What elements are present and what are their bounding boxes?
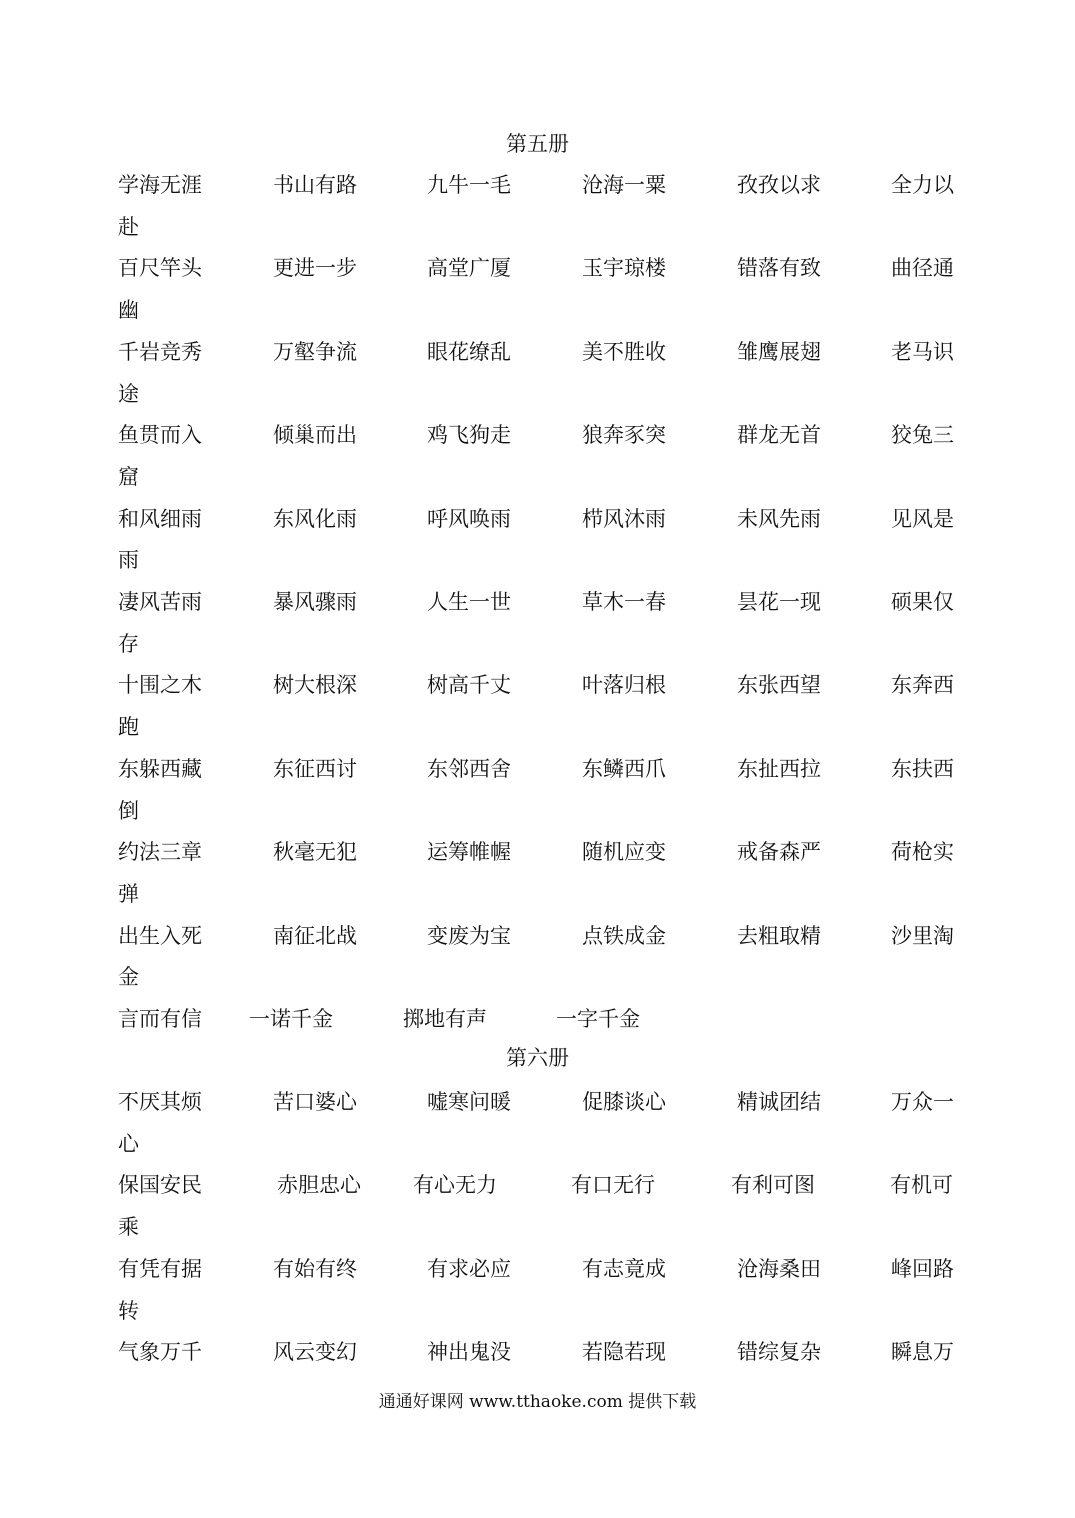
idiom-row (0, 754, 1075, 784)
idiom-cell: 栉风沐雨 (582, 507, 666, 531)
idiom-cell: 硕果仅 (891, 590, 954, 614)
idiom-cell: 未风先雨 (737, 507, 821, 531)
idiom-row (0, 1170, 1075, 1200)
idiom-cell: 东风化雨 (273, 507, 357, 531)
idiom-row (0, 337, 1075, 367)
section5-heading: 第五册 (506, 132, 569, 156)
idiom-cell: 老马识 (891, 340, 954, 364)
idiom-cell: 瞬息万 (891, 1340, 954, 1364)
idiom-cell: 嘘寒问暖 (427, 1090, 511, 1114)
idiom-cell: 途 (118, 382, 139, 406)
idiom-cell: 呼风唤雨 (427, 507, 511, 531)
idiom-cell: 弹 (118, 882, 139, 906)
idiom-row (0, 712, 1075, 742)
idiom-row (0, 504, 1075, 534)
idiom-cell: 出生入死 (118, 924, 202, 948)
idiom-cell: 有求必应 (427, 1257, 511, 1281)
idiom-cell: 东邻西舍 (427, 757, 511, 781)
idiom-row (0, 462, 1075, 492)
idiom-cell: 点铁成金 (582, 924, 666, 948)
idiom-row (0, 962, 1075, 992)
idiom-row (0, 1254, 1075, 1284)
idiom-cell: 峰回路 (891, 1257, 954, 1281)
idiom-row (0, 837, 1075, 867)
idiom-cell: 东鳞西爪 (582, 757, 666, 781)
idiom-cell: 赤胆忠心 (277, 1173, 361, 1197)
idiom-cell: 南征北战 (273, 924, 357, 948)
idiom-cell: 神出鬼没 (427, 1340, 511, 1364)
idiom-row (0, 420, 1075, 450)
idiom-cell: 跑 (118, 715, 139, 739)
idiom-cell: 有志竟成 (582, 1257, 666, 1281)
idiom-cell: 书山有路 (273, 173, 357, 197)
idiom-cell: 保国安民 (118, 1173, 202, 1197)
idiom-cell: 鱼贯而入 (118, 423, 202, 447)
idiom-cell: 乘 (118, 1215, 139, 1239)
idiom-cell: 约法三章 (118, 840, 202, 864)
idiom-row (0, 1212, 1075, 1242)
idiom-cell: 叶落归根 (582, 673, 666, 697)
idiom-row (0, 921, 1075, 951)
idiom-row (0, 545, 1075, 575)
idiom-cell: 有凭有据 (118, 1257, 202, 1281)
idiom-cell: 幽 (118, 298, 139, 322)
idiom-cell: 狡兔三 (891, 423, 954, 447)
section6-heading: 第六册 (506, 1046, 569, 1070)
idiom-cell: 错落有致 (737, 256, 821, 280)
idiom-cell: 更进一步 (273, 256, 357, 280)
idiom-row (0, 379, 1075, 409)
idiom-cell: 运筹帷幄 (427, 840, 511, 864)
idiom-cell: 促膝谈心 (582, 1090, 666, 1114)
idiom-cell: 赴 (118, 215, 139, 239)
idiom-cell: 有心无力 (413, 1173, 497, 1197)
idiom-cell: 群龙无首 (737, 423, 821, 447)
idiom-row (0, 1296, 1075, 1326)
idiom-cell: 一字千金 (556, 1007, 640, 1031)
idiom-cell: 狼奔豕突 (582, 423, 666, 447)
idiom-row (0, 796, 1075, 826)
idiom-cell: 暴风骤雨 (273, 590, 357, 614)
idiom-cell: 东扶西 (891, 757, 954, 781)
idiom-row (0, 1337, 1075, 1367)
idiom-cell: 东扯西拉 (737, 757, 821, 781)
idiom-cell: 千岩竞秀 (118, 340, 202, 364)
idiom-cell: 和风细雨 (118, 507, 202, 531)
idiom-cell: 鸡飞狗走 (427, 423, 511, 447)
idiom-cell: 气象万千 (118, 1340, 202, 1364)
idiom-row (0, 1004, 1075, 1034)
idiom-cell: 戒备森严 (737, 840, 821, 864)
idiom-cell: 秋毫无犯 (273, 840, 357, 864)
idiom-cell: 倾巢而出 (273, 423, 357, 447)
idiom-cell: 树大根深 (273, 673, 357, 697)
idiom-cell: 九牛一毛 (427, 173, 511, 197)
idiom-row (0, 295, 1075, 325)
idiom-cell: 孜孜以求 (737, 173, 821, 197)
idiom-cell: 随机应变 (582, 840, 666, 864)
idiom-cell: 美不胜收 (582, 340, 666, 364)
idiom-row (0, 879, 1075, 909)
idiom-cell: 全力以 (891, 173, 954, 197)
idiom-cell: 有始有终 (273, 1257, 357, 1281)
idiom-cell: 有机可 (890, 1173, 953, 1197)
idiom-cell: 若隐若现 (582, 1340, 666, 1364)
idiom-cell: 存 (118, 632, 139, 656)
idiom-cell: 昙花一现 (737, 590, 821, 614)
idiom-cell: 错综复杂 (737, 1340, 821, 1364)
idiom-cell: 变废为宝 (427, 924, 511, 948)
idiom-cell: 不厌其烦 (118, 1090, 202, 1114)
idiom-cell: 雏鹰展翅 (737, 340, 821, 364)
idiom-row (0, 587, 1075, 617)
idiom-row (0, 1129, 1075, 1159)
idiom-cell: 言而有信 (118, 1007, 202, 1031)
idiom-cell: 百尺竿头 (118, 256, 202, 280)
idiom-cell: 十围之木 (118, 673, 202, 697)
idiom-cell: 眼花缭乱 (427, 340, 511, 364)
idiom-cell: 玉宇琼楼 (582, 256, 666, 280)
idiom-cell: 树高千丈 (427, 673, 511, 697)
idiom-cell: 转 (118, 1299, 139, 1323)
idiom-cell: 万壑争流 (273, 340, 357, 364)
idiom-cell: 一诺千金 (249, 1007, 333, 1031)
idiom-cell: 万众一 (891, 1090, 954, 1114)
idiom-cell: 东张西望 (737, 673, 821, 697)
idiom-cell: 有口无行 (571, 1173, 655, 1197)
idiom-row (0, 212, 1075, 242)
idiom-cell: 东征西讨 (273, 757, 357, 781)
idiom-row (0, 253, 1075, 283)
idiom-cell: 东躲西藏 (118, 757, 202, 781)
idiom-cell: 见风是 (891, 507, 954, 531)
idiom-cell: 凄风苦雨 (118, 590, 202, 614)
idiom-cell: 草木一春 (582, 590, 666, 614)
idiom-row (0, 629, 1075, 659)
idiom-cell: 人生一世 (427, 590, 511, 614)
idiom-cell: 沙里淘 (891, 924, 954, 948)
idiom-cell: 高堂广厦 (427, 256, 511, 280)
idiom-cell: 沧海桑田 (737, 1257, 821, 1281)
idiom-cell: 精诚团结 (737, 1090, 821, 1114)
idiom-row (0, 1087, 1075, 1117)
idiom-cell: 东奔西 (891, 673, 954, 697)
idiom-cell: 荷枪实 (891, 840, 954, 864)
idiom-cell: 学海无涯 (118, 173, 202, 197)
idiom-row (0, 670, 1075, 700)
idiom-cell: 曲径通 (891, 256, 954, 280)
idiom-cell: 倒 (118, 799, 139, 823)
idiom-cell: 金 (118, 965, 139, 989)
idiom-cell: 雨 (118, 548, 139, 572)
idiom-cell: 心 (118, 1132, 139, 1156)
idiom-cell: 沧海一粟 (582, 173, 666, 197)
idiom-cell: 去粗取精 (737, 924, 821, 948)
idiom-row (0, 170, 1075, 200)
idiom-cell: 有利可图 (731, 1173, 815, 1197)
idiom-cell: 掷地有声 (403, 1007, 487, 1031)
idiom-cell: 苦口婆心 (273, 1090, 357, 1114)
footer-download-note: 通通好课网 www.tthaoke.com 提供下载 (378, 1392, 697, 1412)
idiom-cell: 风云变幻 (273, 1340, 357, 1364)
idiom-cell: 窟 (118, 465, 139, 489)
